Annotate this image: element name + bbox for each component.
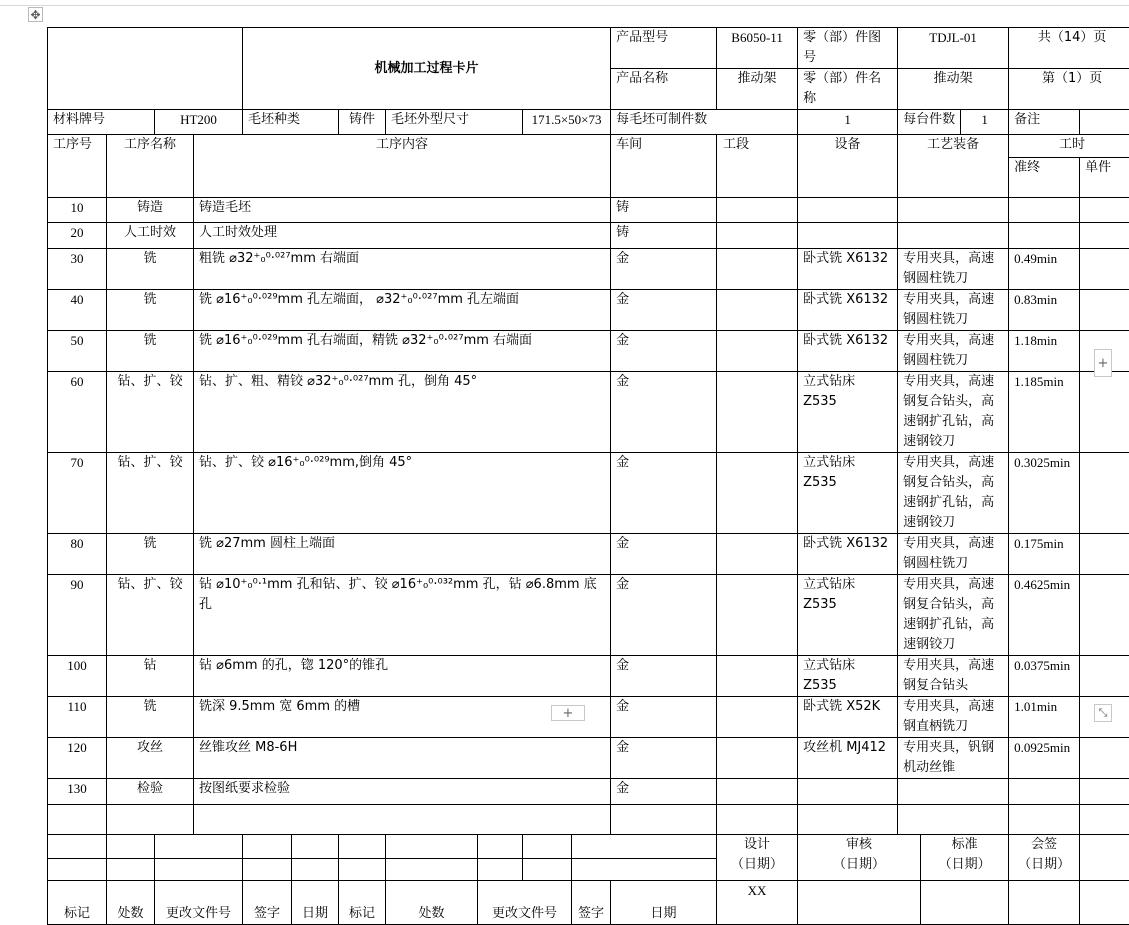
- blank-type-value: 铸件: [339, 110, 386, 135]
- op-prep: 0.175min: [1009, 534, 1080, 575]
- op-row: [48, 453, 1129, 534]
- op-equipment: 立式钻床 Z535: [798, 453, 898, 534]
- remark-label: 备注: [1009, 110, 1080, 135]
- op-section: [717, 779, 798, 805]
- op-equipment: 攻丝机 MJ412: [798, 738, 898, 779]
- op-equipment: [798, 779, 898, 805]
- rev-count-1: 处数: [107, 881, 155, 925]
- op-tooling: [898, 779, 1009, 805]
- col-op-name: 工序名称: [107, 135, 194, 198]
- op-prep: 1.01min: [1009, 697, 1080, 738]
- op-workshop: 金: [611, 331, 717, 372]
- op-content: 铣 ⌀16⁺₀⁰·⁰²⁹mm 孔左端面， ⌀32⁺₀⁰·⁰²⁷mm 孔左端面: [194, 290, 611, 331]
- op-content: 钻、扩、粗、精铰 ⌀32⁺₀⁰·⁰²⁷mm 孔，倒角 45°: [194, 372, 611, 453]
- rev-date-1: 日期: [292, 881, 339, 925]
- op-equipment: [798, 223, 898, 249]
- material-label: 材料牌号: [48, 110, 155, 135]
- op-unit: [1080, 534, 1129, 575]
- op-name: 钻、扩、铰: [107, 575, 194, 656]
- signoff-row-1: [48, 835, 1129, 859]
- op-unit: [1080, 372, 1129, 453]
- op-section: [717, 249, 798, 290]
- op-no: 120: [48, 738, 107, 779]
- blank-size-value: 171.5×50×73: [523, 110, 611, 135]
- product-model-value: B6050-11: [717, 28, 798, 69]
- op-content: 钻、扩、铰 ⌀16⁺₀⁰·⁰²⁹mm,倒角 45°: [194, 453, 611, 534]
- op-tooling: 专用夹具，高速钢直柄铣刀: [898, 697, 1009, 738]
- review-label: 审核: [803, 835, 915, 855]
- op-row: [48, 331, 1129, 372]
- op-unit: [1080, 575, 1129, 656]
- op-name: 铸造: [107, 198, 194, 223]
- col-section: 工段: [717, 135, 798, 198]
- process-card: [47, 27, 1091, 925]
- col-tooling: 工艺装备: [898, 135, 1009, 198]
- op-row-empty: [48, 805, 1129, 835]
- designer-name: XX: [717, 881, 798, 925]
- op-name: 人工时效: [107, 223, 194, 249]
- op-name: 铣: [107, 290, 194, 331]
- op-no: 20: [48, 223, 107, 249]
- op-prep: 0.0375min: [1009, 656, 1080, 697]
- add-column-button[interactable]: +: [1094, 349, 1112, 377]
- op-prep: 0.83min: [1009, 290, 1080, 331]
- op-unit: [1080, 453, 1129, 534]
- rev-doc-2: 更改文件号: [478, 881, 572, 925]
- op-tooling: 专用夹具，高速钢圆柱铣刀: [898, 534, 1009, 575]
- op-equipment: 卧式铣 X52K: [798, 697, 898, 738]
- op-workshop: 铸: [611, 223, 717, 249]
- op-tooling: 专用夹具，高速钢复合钻头，高速钢扩孔钻，高速钢铰刀: [898, 575, 1009, 656]
- op-unit: [1080, 249, 1129, 290]
- op-section: [717, 290, 798, 331]
- review-cell: [798, 835, 921, 881]
- blank-type-label: 毛坯种类: [243, 110, 339, 135]
- total-pages: 共（14）页: [1009, 28, 1129, 69]
- op-prep: 0.0925min: [1009, 738, 1080, 779]
- standard-label: 标准: [926, 835, 1003, 855]
- op-name: 铣: [107, 249, 194, 290]
- per-unit-value: 1: [961, 110, 1009, 135]
- table-resize-handle-icon[interactable]: ⤡: [1094, 704, 1112, 722]
- op-workshop: 金: [611, 453, 717, 534]
- col-content: 工序内容: [194, 135, 611, 198]
- op-section: [717, 198, 798, 223]
- op-unit: [1080, 779, 1129, 805]
- countersign-date-label: （日期）: [1014, 855, 1074, 875]
- op-name: 攻丝: [107, 738, 194, 779]
- op-section: [717, 738, 798, 779]
- part-drawing-value: TDJL-01: [898, 28, 1009, 69]
- op-workshop: 铸: [611, 198, 717, 223]
- op-row: [48, 738, 1129, 779]
- op-no: 100: [48, 656, 107, 697]
- rev-mark-2: 标记: [339, 881, 386, 925]
- col-unit: 单件: [1080, 158, 1129, 198]
- parts-per-blank-label: 每毛坯可制件数: [611, 110, 798, 135]
- op-workshop: 金: [611, 534, 717, 575]
- design-date-label: （日期）: [722, 855, 792, 875]
- op-row: [48, 290, 1129, 331]
- op-tooling: 专用夹具，高速钢复合钻头: [898, 656, 1009, 697]
- op-equipment: [798, 198, 898, 223]
- op-content: 钻 ⌀10⁺₀⁰·¹mm 孔和钻、扩、铰 ⌀16⁺₀⁰·⁰³²mm 孔，钻 ⌀6.8mm 底孔: [194, 575, 611, 656]
- design-cell: [717, 835, 798, 881]
- op-no: 40: [48, 290, 107, 331]
- op-content: 铣 ⌀16⁺₀⁰·⁰²⁹mm 孔右端面，精铣 ⌀32⁺₀⁰·⁰²⁷mm 右端面: [194, 331, 611, 372]
- op-name: 铣: [107, 534, 194, 575]
- rev-doc-1: 更改文件号: [155, 881, 243, 925]
- op-row: [48, 534, 1129, 575]
- op-name: 铣: [107, 331, 194, 372]
- op-equipment: 卧式铣 X6132: [798, 331, 898, 372]
- col-workshop: 车间: [611, 135, 717, 198]
- blank-size-label: 毛坯外型尺寸: [386, 110, 523, 135]
- op-workshop: 金: [611, 290, 717, 331]
- add-row-button[interactable]: +: [551, 705, 585, 721]
- col-equipment: 设备: [798, 135, 898, 198]
- op-name: 检验: [107, 779, 194, 805]
- op-prep: 0.3025min: [1009, 453, 1080, 534]
- col-hours: 工时: [1009, 135, 1129, 158]
- op-name: 钻、扩、铰: [107, 453, 194, 534]
- page-number: 第（1）页: [1009, 69, 1129, 110]
- op-unit: [1080, 290, 1129, 331]
- op-content: 铸造毛坯: [194, 198, 611, 223]
- op-name: 钻、扩、铰: [107, 372, 194, 453]
- part-drawing-label: 零（部）件图号: [798, 28, 898, 69]
- review-date-label: （日期）: [803, 855, 915, 875]
- op-equipment: 立式钻床 Z535: [798, 372, 898, 453]
- op-section: [717, 331, 798, 372]
- op-content: 按图纸要求检验: [194, 779, 611, 805]
- op-row: [48, 575, 1129, 656]
- op-tooling: [898, 198, 1009, 223]
- op-section: [717, 372, 798, 453]
- op-prep: 0.4625min: [1009, 575, 1080, 656]
- op-equipment: 卧式铣 X6132: [798, 249, 898, 290]
- op-prep: 0.49min: [1009, 249, 1080, 290]
- parts-per-blank-value: 1: [798, 110, 898, 135]
- op-section: [717, 656, 798, 697]
- op-equipment: 立式钻床 Z535: [798, 575, 898, 656]
- op-workshop: 金: [611, 656, 717, 697]
- op-tooling: 专用夹具，高速钢圆柱铣刀: [898, 331, 1009, 372]
- op-no: 10: [48, 198, 107, 223]
- op-content: 丝锥攻丝 M8-6H: [194, 738, 611, 779]
- op-no: 80: [48, 534, 107, 575]
- op-content: 人工时效处理: [194, 223, 611, 249]
- rev-sign-1: 签字: [243, 881, 292, 925]
- op-workshop: 金: [611, 779, 717, 805]
- rev-sign-2: 签字: [572, 881, 611, 925]
- op-row: [48, 372, 1129, 453]
- op-no: 90: [48, 575, 107, 656]
- op-content: 铣 ⌀27mm 圆柱上端面: [194, 534, 611, 575]
- standard-date-label: （日期）: [926, 855, 1003, 875]
- col-prep: 准终: [1009, 158, 1080, 198]
- design-label: 设计: [722, 835, 792, 855]
- op-section: [717, 575, 798, 656]
- ruler-line: [0, 5, 1129, 6]
- op-row: [48, 697, 1129, 738]
- col-op-no: 工序号: [48, 135, 107, 198]
- op-prep: [1009, 198, 1080, 223]
- op-workshop: 金: [611, 575, 717, 656]
- op-tooling: 专用夹具，高速钢复合钻头，高速钢扩孔钻，高速钢铰刀: [898, 372, 1009, 453]
- op-tooling: 专用夹具，高速钢圆柱铣刀: [898, 249, 1009, 290]
- op-section: [717, 223, 798, 249]
- header-blank: [48, 28, 243, 110]
- op-tooling: 专用夹具，钒钢机动丝锥: [898, 738, 1009, 779]
- op-content: 铣深 9.5mm 宽 6mm 的槽: [194, 697, 611, 738]
- op-prep: 1.18min: [1009, 331, 1080, 372]
- remark-value: [1080, 110, 1129, 135]
- op-no: 30: [48, 249, 107, 290]
- op-tooling: [898, 223, 1009, 249]
- op-name: 铣: [107, 697, 194, 738]
- product-name-value: 推动架: [717, 69, 798, 110]
- op-no: 60: [48, 372, 107, 453]
- op-row: [48, 223, 1129, 249]
- op-row: [48, 249, 1129, 290]
- op-prep: [1009, 779, 1080, 805]
- op-content: 粗铣 ⌀32⁺₀⁰·⁰²⁷mm 右端面: [194, 249, 611, 290]
- op-section: [717, 453, 798, 534]
- op-section: [717, 697, 798, 738]
- revision-row: [48, 881, 1129, 925]
- op-section: [717, 534, 798, 575]
- op-prep: [1009, 223, 1080, 249]
- op-equipment: 卧式铣 X6132: [798, 290, 898, 331]
- process-card-table: [47, 27, 1129, 925]
- op-row: [48, 198, 1129, 223]
- op-no: 110: [48, 697, 107, 738]
- op-equipment: 立式钻床 Z535: [798, 656, 898, 697]
- op-workshop: 金: [611, 372, 717, 453]
- rev-mark-1: 标记: [48, 881, 107, 925]
- op-unit: [1080, 656, 1129, 697]
- card-title: 机械加工过程卡片: [243, 28, 611, 110]
- rev-date-2: 日期: [611, 881, 717, 925]
- op-workshop: 金: [611, 697, 717, 738]
- countersign-label: 会签: [1014, 835, 1074, 855]
- op-row: [48, 656, 1129, 697]
- op-no: 70: [48, 453, 107, 534]
- op-no: 130: [48, 779, 107, 805]
- standard-cell: [921, 835, 1009, 881]
- op-workshop: 金: [611, 249, 717, 290]
- rev-count-2: 处数: [386, 881, 478, 925]
- op-tooling: 专用夹具，高速钢圆柱铣刀: [898, 290, 1009, 331]
- countersign-cell: [1009, 835, 1080, 881]
- op-tooling: 专用夹具，高速钢复合钻头，高速钢扩孔钻，高速钢铰刀: [898, 453, 1009, 534]
- product-model-label: 产品型号: [611, 28, 717, 69]
- per-unit-label: 每台件数: [898, 110, 961, 135]
- part-name-value: 推动架: [898, 69, 1009, 110]
- op-unit: [1080, 198, 1129, 223]
- op-unit: [1080, 223, 1129, 249]
- op-no: 50: [48, 331, 107, 372]
- op-content: 钻 ⌀6mm 的孔，锪 120°的锥孔: [194, 656, 611, 697]
- table-move-handle-icon[interactable]: ✥: [28, 7, 43, 22]
- op-row: [48, 779, 1129, 805]
- part-name-label: 零（部）件名称: [798, 69, 898, 110]
- op-equipment: 卧式铣 X6132: [798, 534, 898, 575]
- product-name-label: 产品名称: [611, 69, 717, 110]
- op-prep: 1.185min: [1009, 372, 1080, 453]
- op-workshop: 金: [611, 738, 717, 779]
- op-unit: [1080, 738, 1129, 779]
- op-name: 钻: [107, 656, 194, 697]
- material-value: HT200: [155, 110, 243, 135]
